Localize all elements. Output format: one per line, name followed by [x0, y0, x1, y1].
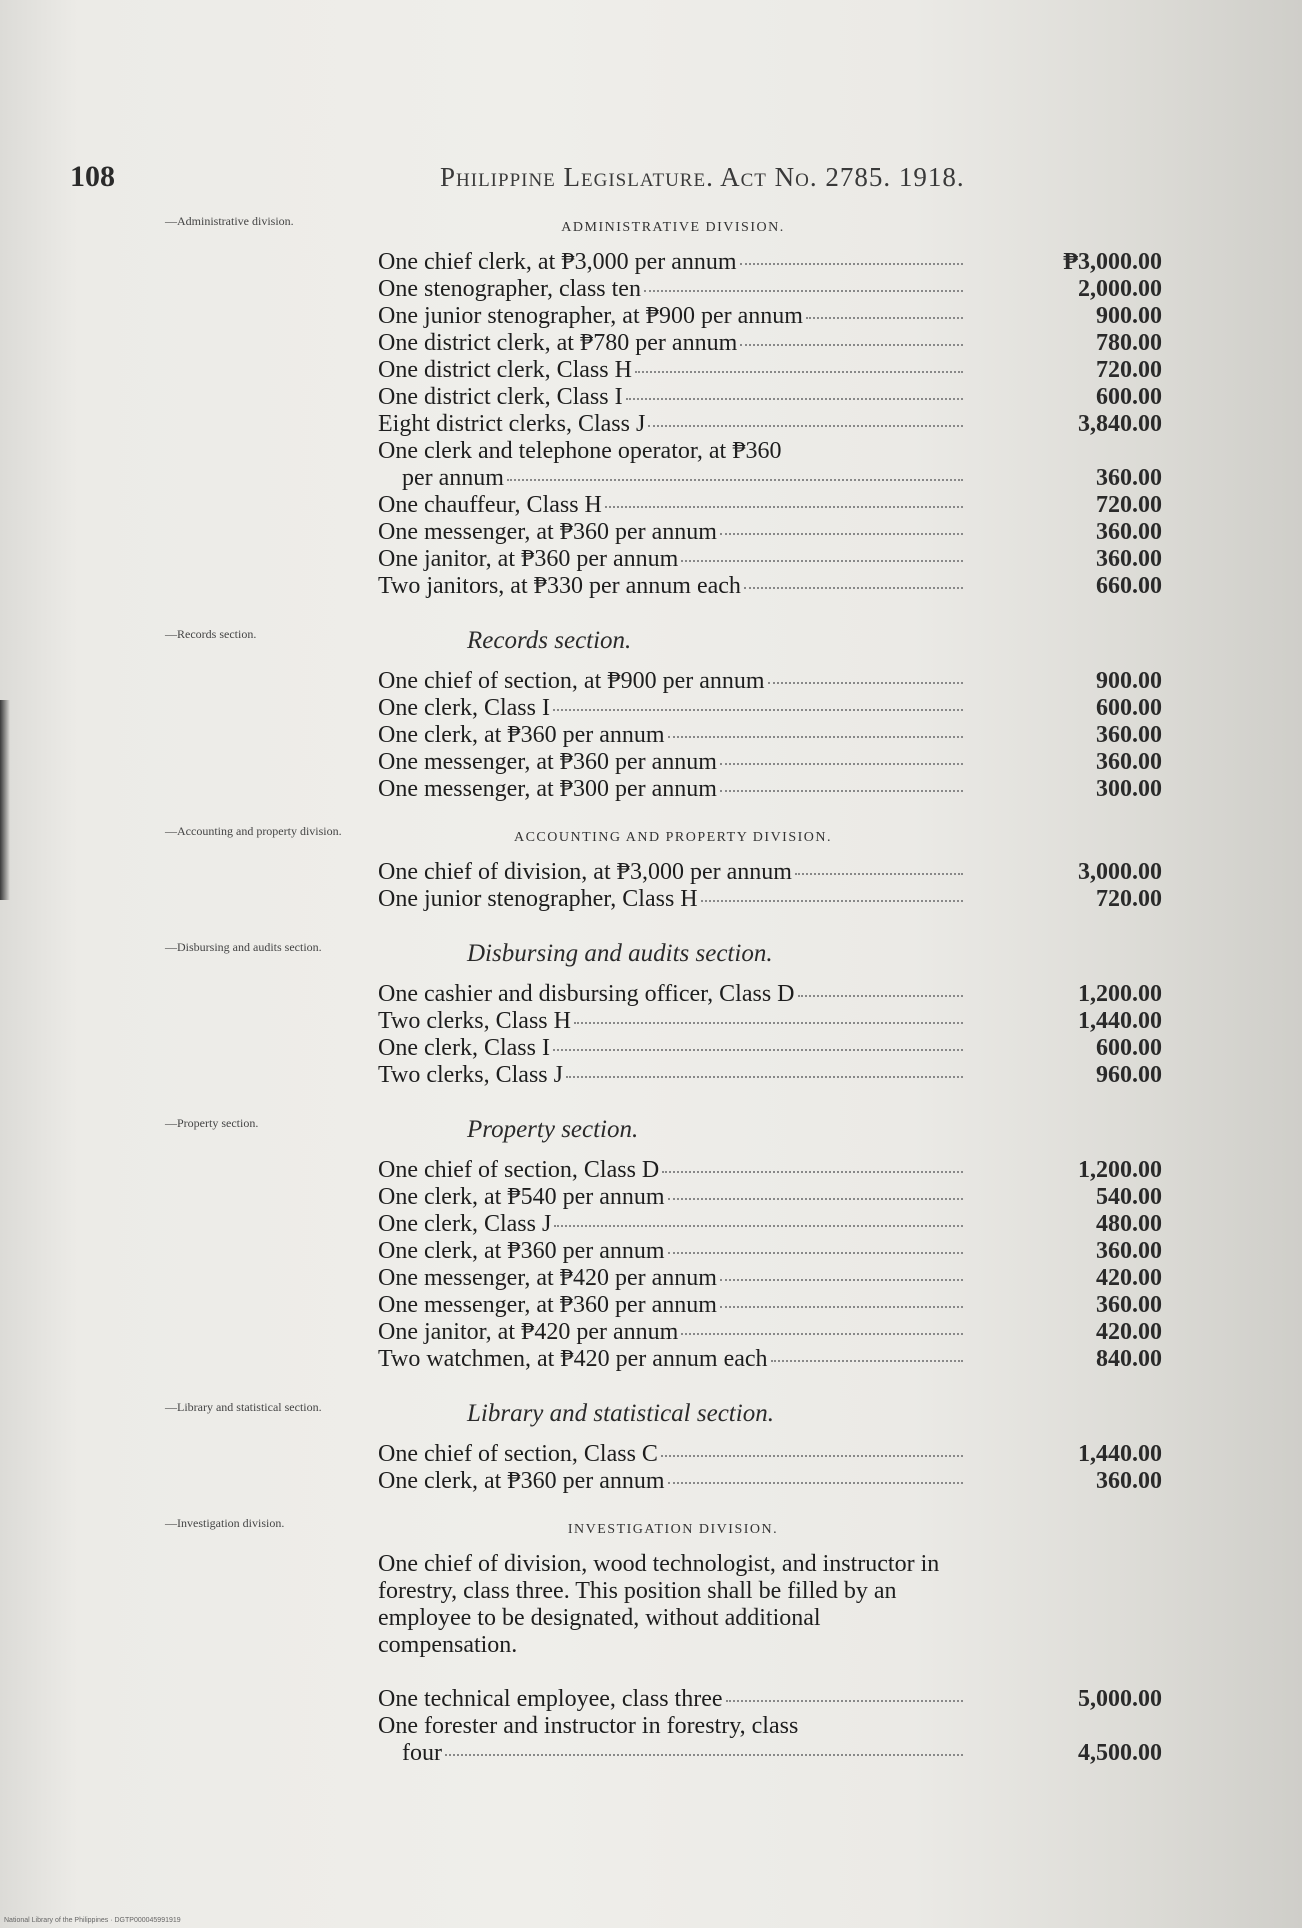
line-item-description: [378, 1035, 963, 1062]
line-item-text: One clerk, Class J: [378, 1211, 552, 1237]
line-item: [0, 384, 1302, 411]
line-item-amount: 360.00: [1096, 1238, 1162, 1264]
budget-section: [0, 215, 1302, 622]
line-item: [0, 1035, 1302, 1062]
leader-dots: [740, 262, 963, 265]
line-item-text: Two watchmen, at ₱420 per annum each: [378, 1346, 768, 1372]
leader-dots: [720, 532, 963, 535]
line-item-description: [378, 330, 963, 357]
line-item-amount: 2,000.00: [1078, 276, 1162, 302]
leader-dots: [681, 1332, 963, 1335]
section-heading: ADMINISTRATIVE DIVISION.: [561, 220, 785, 235]
line-item: [0, 492, 1302, 519]
line-item-text: One cashier and disbursing officer, Class D: [378, 981, 795, 1007]
line-item: [0, 776, 1302, 803]
line-item-amount: 360.00: [1096, 1292, 1162, 1318]
line-item: [0, 438, 1302, 465]
line-item: [0, 1062, 1302, 1089]
line-item-text: Eight district clerks, Class J: [378, 411, 646, 437]
leader-dots: [553, 708, 963, 711]
line-item-description: [378, 1292, 963, 1319]
position-description: One chief of division, wood technologist, and instructor in forestry, class three. This position shall be filled by an employee to be designated, without additional compensation.: [378, 1551, 940, 1658]
line-item: [0, 859, 1302, 886]
line-item-text: One chauffeur, Class H: [378, 492, 602, 518]
line-item-text: One clerk, at ₱540 per annum: [378, 1184, 665, 1210]
line-item-description: [378, 981, 963, 1008]
line-item-text: One messenger, at ₱360 per annum: [378, 519, 717, 545]
line-item: [0, 573, 1302, 600]
line-item: [0, 519, 1302, 546]
line-item-description: [378, 776, 963, 803]
line-item-text: One stenographer, class ten: [378, 276, 641, 302]
footer-credit: National Library of the Philippines · DGTP000045991919: [4, 1917, 181, 1924]
line-item-description: [378, 276, 963, 303]
budget-section: [0, 1395, 1302, 1517]
line-item-text: One messenger, at ₱300 per annum: [378, 776, 717, 802]
line-item: [0, 886, 1302, 913]
budget-section: [0, 1111, 1302, 1395]
line-item: [0, 1184, 1302, 1211]
line-item-description: [378, 573, 963, 600]
leader-dots: [668, 735, 963, 738]
line-item-description: [378, 1441, 963, 1468]
line-item: [0, 981, 1302, 1008]
line-items: [0, 1157, 1302, 1373]
line-item-text: One clerk and telephone operator, at ₱360: [378, 438, 782, 464]
line-item-description: [378, 249, 963, 276]
line-item-description: [378, 1157, 963, 1184]
line-item-text: Two janitors, at ₱330 per annum each: [378, 573, 741, 599]
line-item-amount: 360.00: [1096, 722, 1162, 748]
line-item-text: One chief of section, Class C: [378, 1441, 658, 1467]
line-item: [0, 1441, 1302, 1468]
line-item-amount: 420.00: [1096, 1319, 1162, 1345]
margin-note: —Accounting and property division.: [165, 824, 342, 838]
budget-section: [0, 935, 1302, 1111]
line-item: [0, 465, 1302, 492]
line-item: [0, 1292, 1302, 1319]
leader-dots: [635, 370, 963, 373]
line-item-amount: 1,200.00: [1078, 1157, 1162, 1183]
line-item-amount: 3,000.00: [1078, 859, 1162, 885]
line-item: [0, 722, 1302, 749]
line-item-description: [378, 519, 963, 546]
line-items: [0, 249, 1302, 600]
line-item-text: One district clerk, at ₱780 per annum: [378, 330, 738, 356]
line-item-description: [378, 411, 963, 438]
line-item: [0, 303, 1302, 330]
section-heading: ACCOUNTING AND PROPERTY DIVISION.: [513, 830, 833, 845]
line-item-description: [378, 1686, 963, 1713]
leader-dots: [574, 1021, 963, 1024]
line-item: [0, 668, 1302, 695]
line-item-text: four: [402, 1740, 442, 1766]
leader-dots: [626, 397, 963, 400]
line-item-text: One messenger, at ₱360 per annum: [378, 749, 717, 775]
leader-dots: [668, 1481, 963, 1484]
line-item: [0, 1468, 1302, 1495]
line-item-amount: 360.00: [1096, 1468, 1162, 1494]
section-heading: Disbursing and audits section.: [467, 940, 773, 967]
line-item-amount: 300.00: [1096, 776, 1162, 802]
line-item-description: [378, 886, 963, 913]
line-item-text: One janitor, at ₱360 per annum: [378, 546, 679, 572]
leader-dots: [720, 762, 963, 765]
line-item-description: [378, 668, 963, 695]
line-item-amount: 420.00: [1096, 1265, 1162, 1291]
line-item-amount: 600.00: [1096, 384, 1162, 410]
line-item: [0, 330, 1302, 357]
line-item-text: One junior stenographer, Class H: [378, 886, 698, 912]
leader-dots: [662, 1170, 963, 1173]
margin-note: —Administrative division.: [165, 214, 294, 228]
section-gap: [0, 1767, 1302, 1789]
budget-section: [0, 622, 1302, 825]
line-item-amount: 960.00: [1096, 1062, 1162, 1088]
leader-dots: [744, 586, 963, 589]
line-item-description: [378, 1319, 963, 1346]
section-gap: [0, 913, 1302, 935]
line-item: [0, 357, 1302, 384]
budget-section: [0, 1517, 1302, 1789]
leader-dots: [798, 994, 964, 997]
line-item-amount: 780.00: [1096, 330, 1162, 356]
running-title: Philippine Legislature. Act No. 2785. 1918.: [440, 162, 965, 192]
line-item: [0, 1157, 1302, 1184]
leader-dots: [806, 316, 963, 319]
section-heading: Records section.: [467, 627, 632, 654]
line-items: [0, 1551, 1302, 1767]
line-item: [0, 249, 1302, 276]
leader-dots: [726, 1699, 963, 1702]
line-item-description: [378, 1238, 963, 1265]
line-item-description: [402, 465, 963, 492]
line-item: [0, 411, 1302, 438]
line-items: [0, 859, 1302, 913]
line-items: [0, 1441, 1302, 1495]
leader-dots: [553, 1048, 963, 1051]
line-item-amount: 1,440.00: [1078, 1008, 1162, 1034]
margin-note: —Property section.: [165, 1116, 259, 1130]
line-item: [0, 1686, 1302, 1713]
line-item-description: [378, 546, 963, 573]
section-gap: [0, 600, 1302, 622]
line-item-amount: 3,840.00: [1078, 411, 1162, 437]
line-item: [0, 1740, 1302, 1767]
leader-dots: [554, 1224, 963, 1227]
margin-note: —Library and statistical section.: [165, 1400, 322, 1414]
line-item-text: One chief clerk, at ₱3,000 per annum: [378, 249, 737, 275]
leader-dots: [795, 872, 963, 875]
page-number: 108: [70, 160, 115, 193]
line-item: [0, 1319, 1302, 1346]
line-item-amount: 720.00: [1096, 357, 1162, 383]
line-item-amount: 5,000.00: [1078, 1686, 1162, 1712]
line-item-description: [378, 749, 963, 776]
leader-dots: [605, 505, 963, 508]
line-item-text: Two clerks, Class H: [378, 1008, 571, 1034]
line-item-text: One chief of division, at ₱3,000 per annum: [378, 859, 792, 885]
line-item-text: One chief of section, at ₱900 per annum: [378, 668, 765, 694]
line-items: [0, 668, 1302, 803]
leader-dots: [668, 1251, 963, 1254]
line-item-description: [378, 1265, 963, 1292]
line-item-text: One clerk, Class I: [378, 1035, 550, 1061]
line-item-text: One clerk, Class I: [378, 695, 550, 721]
line-item-text: One clerk, at ₱360 per annum: [378, 1238, 665, 1264]
section-heading: INVESTIGATION DIVISION.: [567, 1522, 779, 1537]
line-item-description: [378, 303, 963, 330]
line-item: [0, 1346, 1302, 1373]
running-head: [70, 160, 1170, 200]
margin-note: —Investigation division.: [165, 1516, 285, 1530]
line-item-text: One janitor, at ₱420 per annum: [378, 1319, 679, 1345]
line-item: [0, 1238, 1302, 1265]
line-item-text: One messenger, at ₱360 per annum: [378, 1292, 717, 1318]
line-item-text: One clerk, at ₱360 per annum: [378, 722, 665, 748]
leader-dots: [701, 899, 963, 902]
line-item-amount: 720.00: [1096, 492, 1162, 518]
line-item-amount: 660.00: [1096, 573, 1162, 599]
leader-dots: [681, 559, 963, 562]
line-item-description: [378, 1062, 963, 1089]
line-item: [0, 1211, 1302, 1238]
line-item-amount: 480.00: [1096, 1211, 1162, 1237]
line-item-description: [402, 1740, 963, 1767]
line-item-description: [378, 1211, 963, 1238]
margin-note: —Disbursing and audits section.: [165, 940, 322, 954]
line-item-amount: 360.00: [1096, 465, 1162, 491]
leader-dots: [566, 1075, 963, 1078]
line-item-text: One forester and instructor in forestry, class: [378, 1713, 799, 1739]
line-item-amount: 1,440.00: [1078, 1441, 1162, 1467]
line-item-amount: 720.00: [1096, 886, 1162, 912]
leader-dots: [644, 289, 963, 292]
line-item-description: [378, 384, 963, 411]
line-item-amount: 360.00: [1096, 546, 1162, 572]
line-item-amount: 360.00: [1096, 749, 1162, 775]
line-item-amount: 360.00: [1096, 519, 1162, 545]
line-item-text: One messenger, at ₱420 per annum: [378, 1265, 717, 1291]
line-item-amount: 900.00: [1096, 303, 1162, 329]
leader-dots: [661, 1454, 963, 1457]
line-item-text: per annum: [402, 465, 504, 491]
budget-section: [0, 825, 1302, 935]
line-item-description: [378, 859, 963, 886]
leader-dots: [720, 1278, 963, 1281]
margin-note: —Records section.: [165, 627, 257, 641]
leader-dots: [668, 1197, 963, 1200]
line-item-description: [378, 695, 963, 722]
leader-dots: [720, 789, 963, 792]
line-item-amount: ₱3,000.00: [1063, 249, 1162, 275]
line-item-text: Two clerks, Class J: [378, 1062, 563, 1088]
section-gap: [0, 1495, 1302, 1517]
line-item: [0, 1713, 1302, 1740]
section-heading: Library and statistical section.: [467, 1400, 774, 1427]
leader-dots: [720, 1305, 963, 1308]
section-gap: [0, 1089, 1302, 1111]
section-gap: [0, 803, 1302, 825]
line-item-description: [378, 357, 963, 384]
leader-dots: [740, 343, 963, 346]
line-item-description: [378, 1346, 963, 1373]
leader-dots: [507, 478, 963, 481]
leader-dots: [648, 424, 963, 427]
line-item-description: [378, 1184, 963, 1211]
line-item: [0, 546, 1302, 573]
line-item-amount: 840.00: [1096, 1346, 1162, 1372]
line-item-amount: 4,500.00: [1078, 1740, 1162, 1766]
line-item-description: [378, 438, 963, 465]
line-item-text: One technical employee, class three: [378, 1686, 723, 1712]
leader-dots: [771, 1359, 963, 1362]
line-item-amount: 600.00: [1096, 1035, 1162, 1061]
line-item-amount: 540.00: [1096, 1184, 1162, 1210]
line-item: [0, 749, 1302, 776]
line-item-text: One junior stenographer, at ₱900 per annum: [378, 303, 803, 329]
leader-dots: [768, 681, 963, 684]
line-item-description: [378, 722, 963, 749]
line-item: [0, 695, 1302, 722]
line-item-description: [378, 1008, 963, 1035]
leader-dots: [445, 1753, 963, 1756]
line-item-amount: 1,200.00: [1078, 981, 1162, 1007]
line-item-description: [378, 1468, 963, 1495]
line-item: [0, 1008, 1302, 1035]
section-gap: [0, 1373, 1302, 1395]
line-item-amount: 900.00: [1096, 668, 1162, 694]
line-item: [0, 1265, 1302, 1292]
document-body: [0, 215, 1302, 1789]
line-item-text: One clerk, at ₱360 per annum: [378, 1468, 665, 1494]
line-items: [0, 981, 1302, 1089]
line-item-text: One district clerk, Class H: [378, 357, 632, 383]
line-item-amount: 600.00: [1096, 695, 1162, 721]
line-item-description: [378, 492, 963, 519]
line-item-text: One district clerk, Class I: [378, 384, 623, 410]
line-item-text: One chief of section, Class D: [378, 1157, 660, 1183]
line-item: [0, 276, 1302, 303]
section-heading: Property section.: [467, 1116, 639, 1143]
line-item-description: [378, 1713, 963, 1740]
